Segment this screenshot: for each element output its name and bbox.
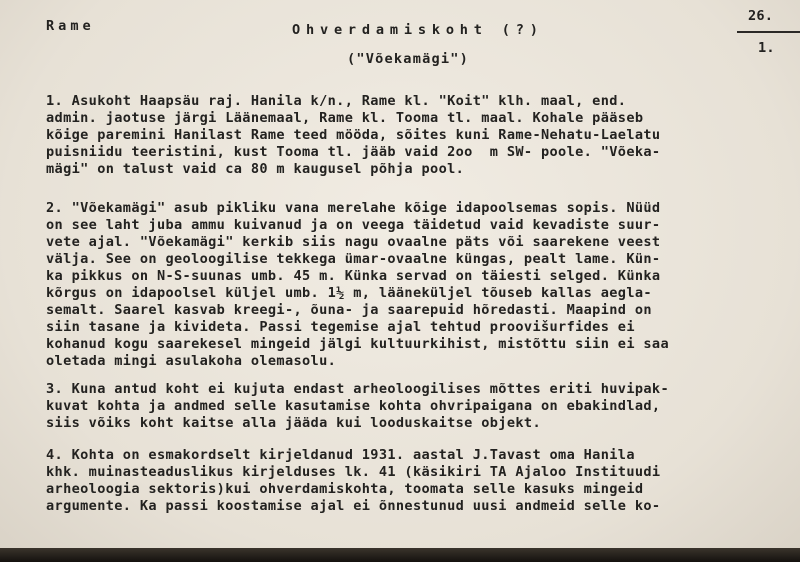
paragraph-line: 4. Kohta on esmakordselt kirjeldanud 1931. aastal J.Tavast oma Hanila: [46, 447, 635, 463]
paragraph-line: admin. jaotuse järgi Läänemaal, Rame kl. Tooma tl. maal. Kohale pääseb: [46, 110, 644, 126]
paragraph-line: ka pikkus on N-S-suunas umb. 45 m. Künka servad on täiesti selged. Künka: [46, 268, 661, 284]
reference-divider: [737, 31, 800, 33]
paragraph-line: siin tasane ja kivideta. Passi tegemise ajal tehtud proovišurfides ei: [46, 319, 635, 335]
paragraph-line: kõrgus on idapoolsel küljel umb. 1½ m, lääneküljel tõuseb kallas aegla-: [46, 285, 652, 301]
paragraph-line: välja. See on geoloogilise tekkega ümar-ovaalne küngas, pealt lame. Kün-: [46, 251, 661, 267]
paragraph-3: [46, 381, 669, 432]
paragraph-1: [46, 93, 660, 178]
village-name: Rame: [46, 18, 95, 34]
paragraph-line: oletada mingi asulakoha olemasolu.: [46, 353, 337, 369]
paragraph-line: 1. Asukoht Haapsäu raj. Hanila k/n., Rame kl. "Koit" klh. maal, end.: [46, 93, 627, 109]
reference-subnumber: 1.: [758, 40, 775, 56]
document-subtitle: ("Võekamägi"): [347, 51, 469, 67]
paragraph-2: [46, 200, 669, 370]
paragraph-line: siis võiks koht kaitse alla jääda kui looduskaitse objekt.: [46, 415, 541, 431]
paragraph-line: on see laht juba ammu kuivanud ja on veega täidetud vaid kevadiste suur-: [46, 217, 661, 233]
slide-frame-edge: [0, 548, 800, 562]
paragraph-line: 3. Kuna antud koht ei kujuta endast arheoloogilises mõttes eriti huvipak-: [46, 381, 669, 397]
reference-number: 26.: [748, 8, 774, 24]
paragraph-line: khk. muinasteaduslikus kirjelduses lk. 41 (käsikiri TA Ajaloo Instituudi: [46, 464, 661, 480]
paragraph-line: mägi" on talust vaid ca 80 m kaugusel põhja pool.: [46, 161, 465, 177]
paragraph-line: 2. "Võekamägi" asub pikliku vana merelahe kõige idapoolsemas sopis. Nüüd: [46, 200, 661, 216]
paragraph-line: puisniidu teeristini, kust Tooma tl. jääb vaid 2oo m SW- poole. "Võeka-: [46, 144, 661, 160]
paragraph-line: kõige paremini Hanilast Rame teed mööda, sõites kuni Rame-Nehatu-Laelatu: [46, 127, 661, 143]
paragraph-line: kohanud kogu saarekesel mingeid jälgi kultuurkihist, mistõttu siin ei saa: [46, 336, 669, 352]
paragraph-line: arheoloogia sektoris)kui ohverdamiskohta, toomata selle kasuks mingeid: [46, 481, 644, 497]
paragraph-line: vete ajal. "Võekamägi" kerkib siis nagu ovaalne päts või saarekene veest: [46, 234, 661, 250]
paragraph-line: semalt. Saarel kasvab kreegi-, õuna- ja saarepuid hõredasti. Maapind on: [46, 302, 652, 318]
document-title: Ohverdamiskoht (?): [292, 22, 544, 38]
paragraph-line: argumente. Ka passi koostamise ajal ei õnnestunud uusi andmeid selle ko-: [46, 498, 661, 514]
paragraph-line: kuvat kohta ja andmed selle kasutamise kohta ohvripaigana on ebakindlad,: [46, 398, 661, 414]
paragraph-4: [46, 447, 660, 515]
